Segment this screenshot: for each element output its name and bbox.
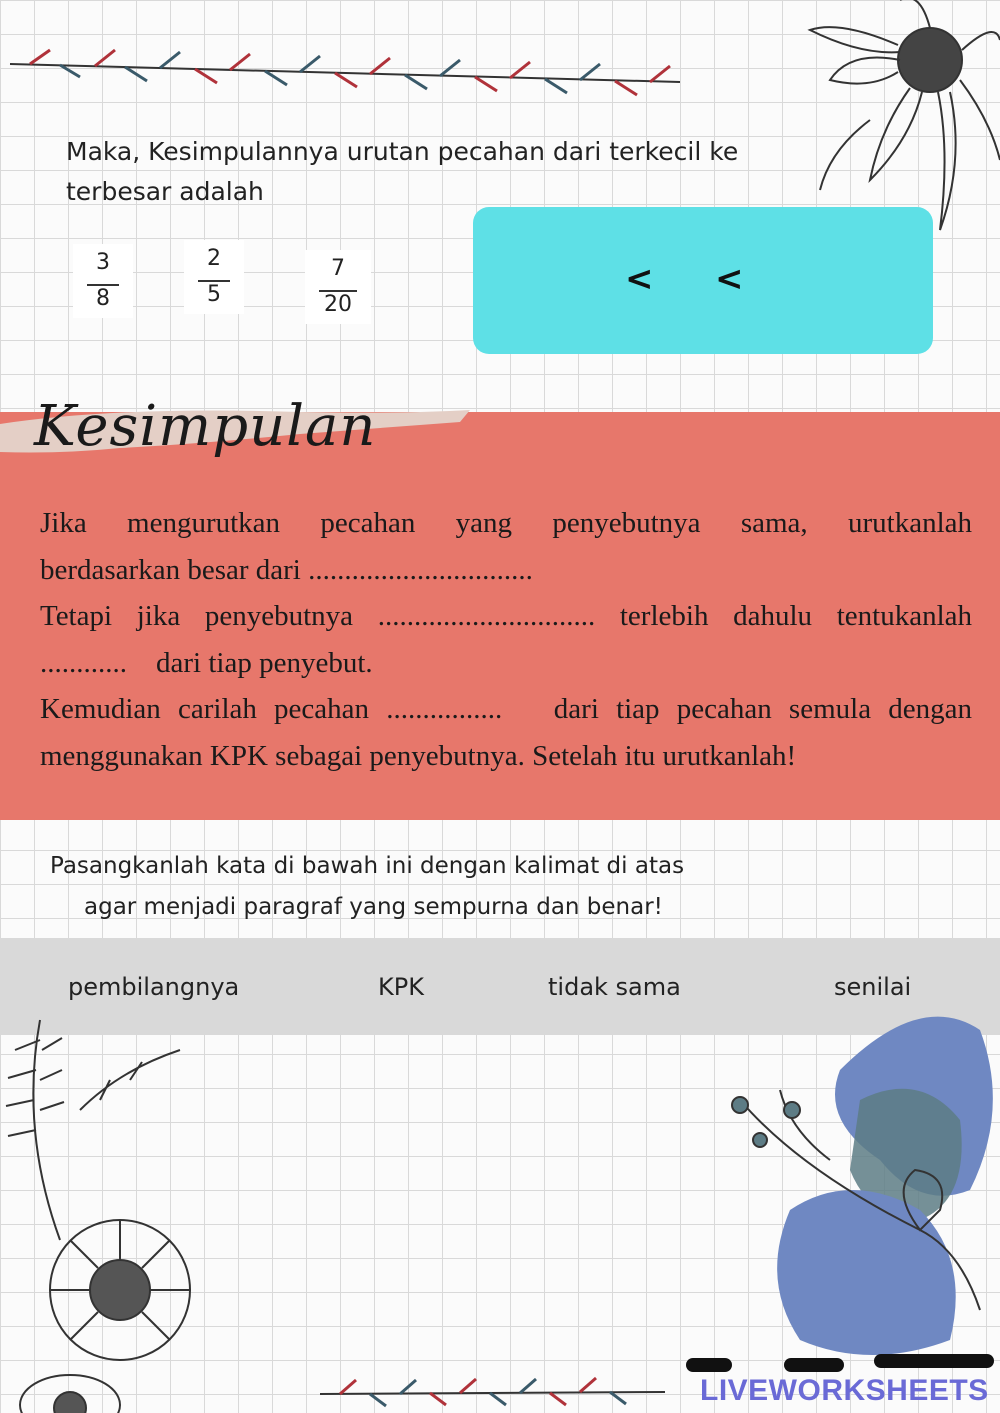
fraction-1-denominator: 8 [96, 286, 110, 311]
intro-line-1: Maka, Kesimpulannya urutan pecahan dari terkecil ke [66, 137, 739, 166]
section-title: Kesimpulan [34, 394, 377, 459]
answer-drop-box[interactable] [473, 207, 933, 354]
ink-blot [784, 1358, 844, 1372]
watermark-logo: LIVEWORKSHEETS [700, 1374, 989, 1407]
word-option-tidak-sama[interactable]: tidak sama [548, 973, 681, 1001]
fraction-3-numerator: 7 [331, 256, 345, 281]
word-option-senilai[interactable]: senilai [834, 973, 912, 1001]
word-option-pembilangnya[interactable]: pembilangnya [68, 973, 240, 1001]
paragraph-line-5: Kemudian carilah pecahan ................ dari tiap pecahan semula dengan [40, 693, 972, 725]
instruction-line-1: Pasangkanlah kata di bawah ini dengan kalimat di atas [50, 853, 685, 879]
instruction-text [50, 846, 770, 928]
ink-blot [686, 1358, 732, 1372]
paragraph-line-2: berdasarkan besar dari ............................... [40, 553, 533, 586]
intro-text [66, 132, 786, 212]
leaf-branch-top-decoration [0, 34, 690, 104]
flower-sketch-bottom-left-icon [0, 1010, 300, 1413]
instruction-line-2: agar menjadi paragraf yang sempurna dan benar! [84, 894, 663, 920]
paragraph-line-3: Tetapi jika penyebutnya .............................. terlebih dahulu tentukanlah [40, 600, 972, 632]
fraction-3-denominator: 20 [324, 292, 352, 317]
paragraph-line-4: ............ dari tiap penyebut. [40, 646, 373, 679]
fraction-3 [305, 250, 371, 324]
ink-blot [874, 1354, 994, 1368]
blue-flower-bottom-right-icon [720, 1010, 1000, 1370]
fraction-1 [73, 244, 133, 318]
word-option-kpk[interactable]: KPK [378, 973, 424, 1001]
paragraph-line-6: menggunakan KPK sebagai penyebutnya. Setelah itu urutkanlah! [40, 739, 797, 772]
leaf-branch-bottom-decoration [320, 1372, 670, 1413]
paragraph-line-1: Jika mengurutkan pecahan yang penyebutnya sama, urutkanlah [40, 507, 972, 539]
less-than-symbol-1: < [625, 259, 654, 299]
fraction-1-numerator: 3 [96, 250, 110, 275]
fraction-2-numerator: 2 [207, 246, 221, 271]
less-than-symbol-2: < [715, 259, 744, 299]
conclusion-paragraph [40, 500, 972, 779]
fraction-2 [184, 240, 244, 314]
intro-line-2: terbesar adalah [66, 177, 264, 206]
fraction-2-denominator: 5 [207, 282, 221, 307]
